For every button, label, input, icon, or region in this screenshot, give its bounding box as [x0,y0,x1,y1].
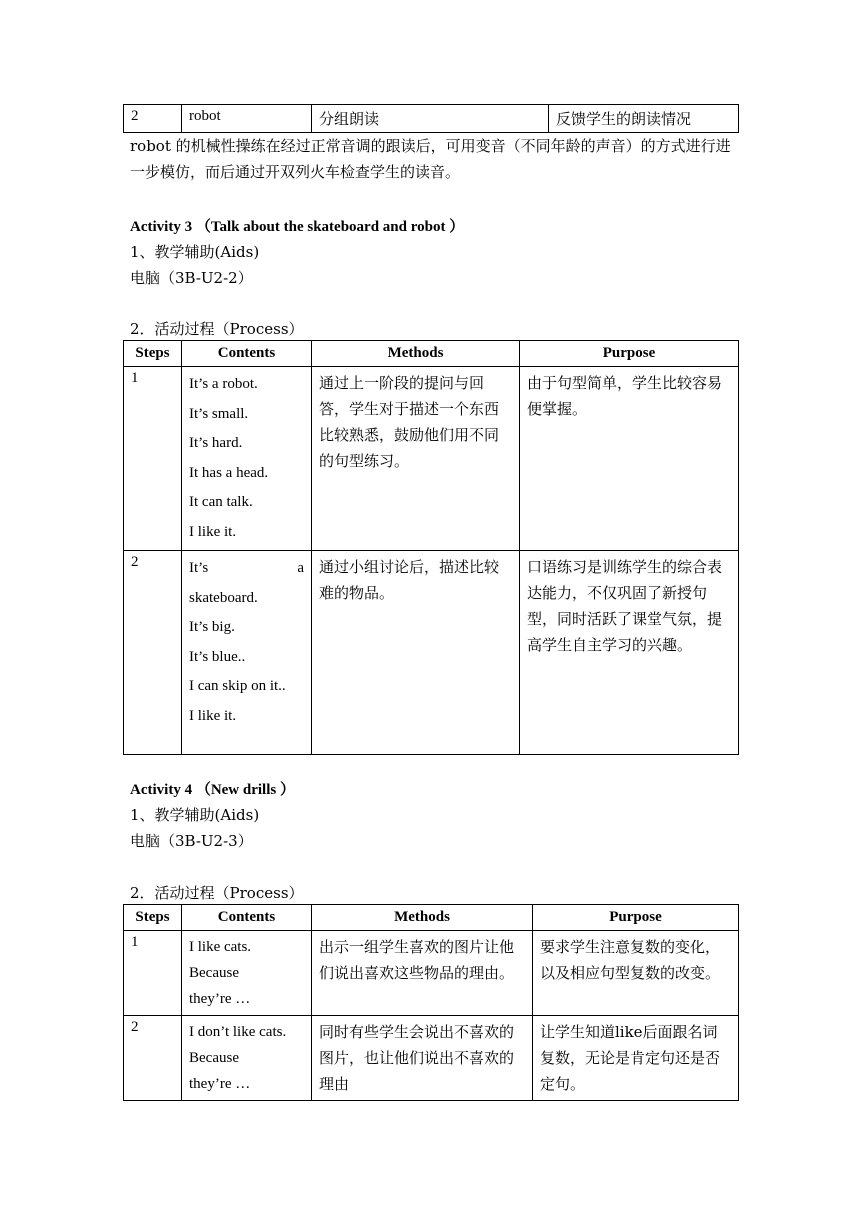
step-cell: 2 [124,1016,182,1101]
content-line: It can talk. [189,494,253,510]
top-table [123,104,739,133]
content-line: I like it. [189,523,237,540]
content-line: It’s small. [189,405,249,422]
step-cell: 1 [124,931,182,1016]
purpose-cell: 反馈学生的朗读情况 [549,105,739,133]
activity4-aids-value: 电脑（3B-U2-3） [130,832,253,850]
content-line: Because [189,965,239,981]
note-paragraph: robot 的机械性操练在经过正常音调的跟读后，可用变音（不同年龄的声音）的方式进行进一步模仿，而后通过开双列火车检查学生的读音。 [130,137,731,181]
activity4-process-label: 2．活动过程（Process） [130,884,304,902]
activity3-title: Activity 3 （Talk about the skateboard and robot ） [130,219,465,235]
content-word: It’s [189,560,209,576]
header-purpose: Purpose [533,905,739,931]
header-contents: Contents [182,341,312,367]
content-line: It has a head. [189,464,269,481]
step-cell: 2 [124,105,182,133]
content-line: I can skip on it.. [189,678,286,694]
activity4-table [123,904,739,1101]
method-cell: 通过上一阶段的提问与回答，学生对于描述一个东西比较熟悉，鼓励他们用不同的句型练习。 [312,367,520,551]
purpose-cell: 要求学生注意复数的变化，以及相应句型复数的改变。 [533,931,739,1016]
step-cell: 2 [124,551,182,755]
content-line: they’re … [189,991,251,1007]
header-purpose: Purpose [520,341,739,367]
purpose-cell: 由于句型简单，学生比较容易便掌握。 [520,367,739,551]
content-word: a [297,560,304,576]
method-cell: 出示一组学生喜欢的图片让他们说出喜欢这些物品的理由。 [312,931,533,1016]
activity3-aids-label: 1、教学辅助(Aids) [130,243,260,261]
activity4-title: Activity 4 （New drills ） [130,782,295,798]
content-line: skateboard. [189,589,258,606]
content-line: I like it. [189,707,237,724]
content-line: It’s blue.. [189,648,246,665]
contents-cell [182,931,312,1016]
content-line: I don’t like cats. [189,1024,287,1040]
content-line: It’s big. [189,619,235,635]
contents-cell [182,367,312,551]
table-header-row [124,905,739,931]
header-methods: Methods [312,905,533,931]
content-line [189,554,304,584]
table-row [124,1016,739,1101]
header-methods: Methods [312,341,520,367]
content-line: It’s a robot. [189,376,258,392]
content-line: I like cats. [189,939,252,955]
content-line: Because [189,1050,239,1066]
content-line: they’re … [189,1076,251,1092]
purpose-cell: 口语练习是训练学生的综合表达能力，不仅巩固了新授句型，同时活跃了课堂气氛，提高学生自主学习的兴趣。 [520,551,739,755]
method-cell: 通过小组讨论后，描述比较难的物品。 [312,551,520,755]
method-cell: 分组朗读 [312,105,549,133]
header-steps: Steps [124,905,182,931]
contents-cell [182,1016,312,1101]
table-header-row [124,341,739,367]
activity4-aids-label: 1、教学辅助(Aids) [130,806,260,824]
table-row [124,551,739,755]
contents-cell [182,551,312,755]
method-cell: 同时有些学生会说出不喜欢的图片，也让他们说出不喜欢的理由 [312,1016,533,1101]
step-cell: 1 [124,367,182,551]
content-cell: robot [182,105,312,133]
content-line: It’s hard. [189,435,243,451]
activity3-process-label: 2．活动过程（Process） [130,320,304,338]
header-steps: Steps [124,341,182,367]
activity3-table [123,340,739,755]
purpose-cell: 让学生知道like后面跟名词复数，无论是肯定句还是否定句。 [533,1016,739,1101]
activity3-aids-value: 电脑（3B-U2-2） [130,269,253,287]
table-row [124,105,739,133]
header-contents: Contents [182,905,312,931]
table-row [124,931,739,1016]
table-row [124,367,739,551]
